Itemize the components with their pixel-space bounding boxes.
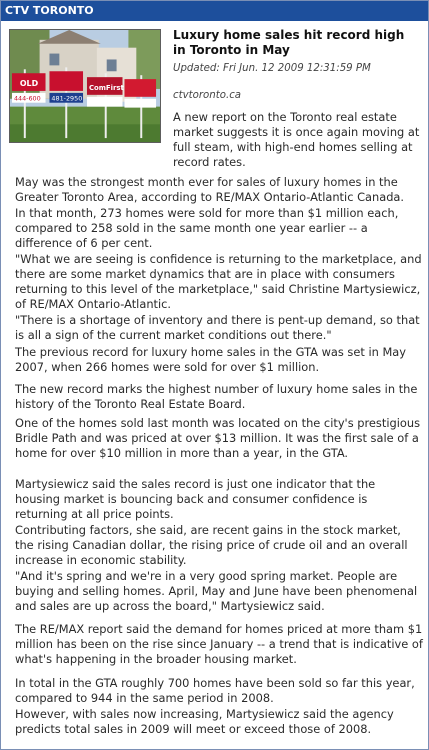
sign-text: OLD [19,79,39,88]
for-sale-sign [49,71,83,91]
updated-timestamp: Updated: Fri Jun. 12 2009 12:31:59 PM [173,63,371,74]
sign-text: ComFirst [88,83,124,92]
section-title: CTV TORONTO [5,4,94,17]
article-paragraph: The previous record for luxury home sales in the GTA was set in May 2007, when 266 homes were sold for over $1 million. [15,345,407,374]
for-sale-signs-image [10,30,160,142]
article-paragraph: "What we are seeing is confidence is returning to the marketplace, and there are some market dynamics that are in place with consumers returning to this level of the marketplace," said Christine Martysiewicz, of RE/MAX Ontario-Atlantic. [15,252,422,311]
article-paragraph: The RE/MAX report said the demand for homes priced at more tham $1 million has been on the rise since January -- a trend that is indicative of what's happening in the broader housing market. [15,622,423,666]
article-paragraph: Contributing factors, she said, are recent gains in the stock market, the rising Canadian dollar, the rising price of crude oil and an overall increase in economic stability. [15,523,408,567]
article-headline: Luxury home sales hit record high in Toronto in May [173,28,405,57]
article-paragraph: However, with sales now increasing, Martysiewicz said the agency predicts total sales in 2009 will meet or exceed those of 2008. [15,707,394,736]
article-paragraph: One of the homes sold last month was located on the city's prestigious Bridle Path and was priced at over $13 million. It was the first sale of a home for over $10 million in more than a year, in the GTA. [15,416,421,460]
article-paragraph: May was the strongest month ever for sales of luxury homes in the Greater Toronto Area, according to RE/MAX Ontario-Atlantic Canada. [15,175,405,204]
for-sale-sign [124,79,156,97]
article-paragraph: In total in the GTA roughly 700 homes have been sold so far this year, compared to 944 in the same period in 2008. [15,676,415,705]
article-photo [9,29,161,143]
sign-text: 444-600 [13,94,41,103]
article-paragraph: "There is a shortage of inventory and there is pent-up demand, so that is all a sign of the current market conditions out there." [15,313,420,342]
section-header [1,1,428,21]
article-paragraph: Martysiewicz said the sales record is just one indicator that the housing market is bouncing back and consumer confidence is returning at all price points. [15,477,376,521]
article-paragraph: In that month, 273 homes were sold for more than $1 million each, compared to 258 sold in the same month one year earlier -- a difference of 6 per cent. [15,206,399,250]
article-paragraph: The new record marks the highest number of luxury home sales in the history of the Toronto Real Estate Board. [15,382,418,411]
article-source: ctvtoronto.ca [173,90,242,101]
article-paragraph: "And it's spring and we're in a very good spring market. People are buying and selling homes. April, May and June have been phenomenal and sales are up across the board," Martysiewicz said. [15,569,418,613]
sign-text: 481-2950 [51,94,83,103]
article-lede: A new report on the Toronto real estate market suggests it is once again moving at full steam, with high-end homes selling at record rates. [173,110,420,169]
